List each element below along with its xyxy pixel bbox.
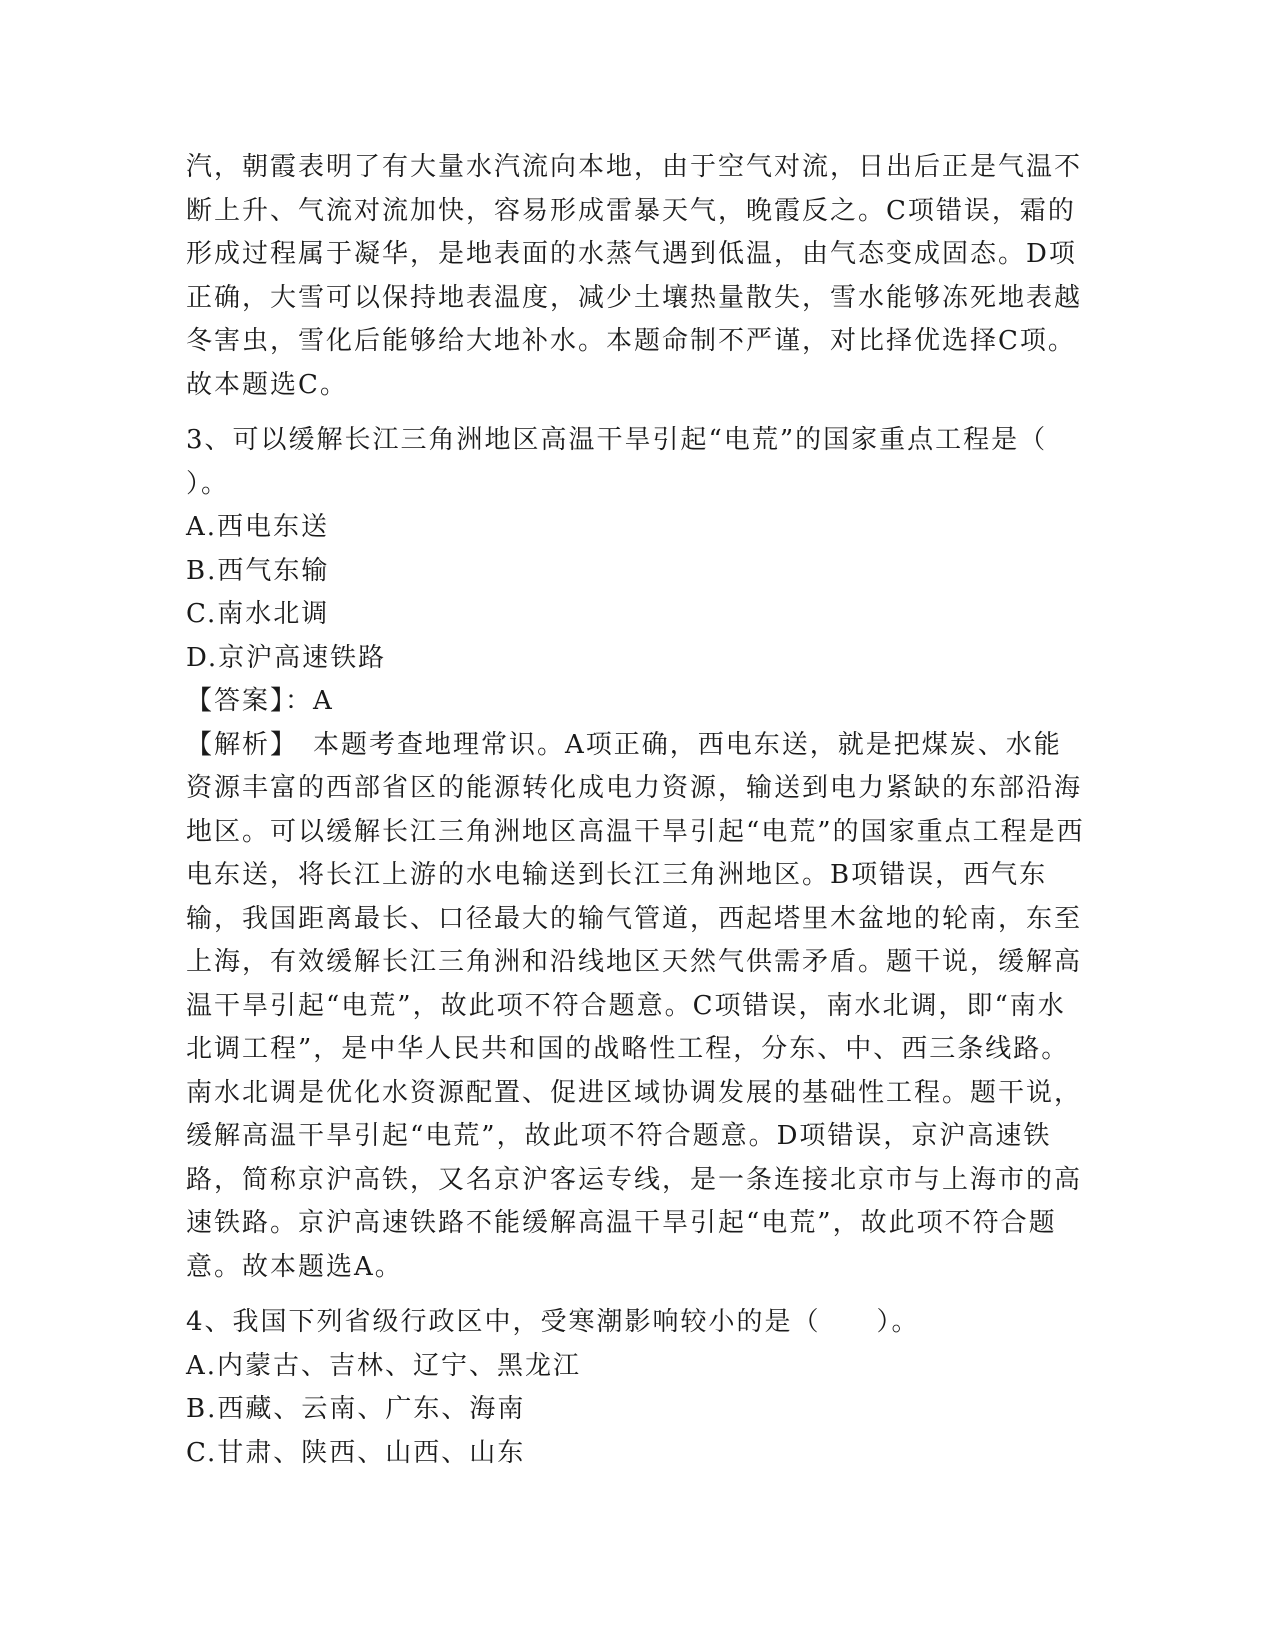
document-page bbox=[186, 146, 1104, 1475]
section-gap bbox=[186, 1289, 1086, 1301]
question-3-stem: 3、可以缓解长江三角洲地区高温干旱引起“电荒”的国家重点工程是（ ）。 bbox=[186, 425, 1104, 499]
question-4-option-a: A.内蒙古、吉林、辽宁、黑龙江 bbox=[186, 1350, 582, 1381]
question-3-answer: 【答案】：A bbox=[186, 686, 334, 716]
question-3-option-d: D.京沪高速铁路 bbox=[186, 642, 387, 673]
question-3-option-a: A.西电东送 bbox=[186, 512, 330, 542]
question-3 bbox=[186, 419, 1104, 1289]
question-4-option-c: C.甘肃、陕西、山西、山东 bbox=[186, 1437, 526, 1468]
section-gap bbox=[186, 407, 1086, 419]
question-3-option-b: B.西气东输 bbox=[186, 555, 330, 586]
question-4 bbox=[186, 1301, 1086, 1475]
previous-analysis-continuation: 汽，朝霞表明了有大量水汽流向本地，由于空气对流，日出后正是气温不断上升、气流对流加快，容易形成雷暴天气，晚霞反之。C项错误，霜的形成过程属于凝华，是地表面的水蒸气遇到低温，由气态变成固态。D项正确，大雪可以保持地表温度，减少土壤热量散失，雪水能够冻死地表越冬害虫，雪化后能够给大地补水。本题命制不严谨，对比择优选择C项。故本题选C。 bbox=[186, 152, 1083, 400]
question-3-option-c: C.南水北调 bbox=[186, 599, 330, 629]
question-4-option-b: B.西藏、云南、广东、海南 bbox=[186, 1394, 526, 1424]
question-3-analysis: 【解析】 本题考查地理常识。A项正确，西电东送，就是把煤炭、水能资源丰富的西部省区的能源转化成电力资源，输送到电力紧缺的东部沿海地区。可以缓解长江三角洲地区高温干旱引起“电荒”的国家重点工程是西电东送，将长江上游的水电输送到长江三角洲地区。B项错误，西气东输，我国距离最长、口径最大的输气管道，西起塔里木盆地的轮南，东至上海，有效缓解长江三角洲和沿线地区天然气供需矛盾。题干说，缓解高温干旱引起“电荒”，故此项不符合题意。C项错误，南水北调，即“南水北调工程”，是中华人民共和国的战略性工程，分东、中、西三条线路。南水北调是优化水资源配置、促进区域协调发展的基础性工程。题干说，缓解高温干旱引起“电荒”，故此项不符合题意。D项错误，京沪高速铁路，简称京沪高铁，又名京沪客运专线，是一条连接北京市与上海市的高速铁路。京沪高速铁路不能缓解高温干旱引起“电荒”，故此项不符合题意。故本题选A。 bbox=[186, 729, 1085, 1282]
question-4-stem: 4、我国下列省级行政区中，受寒潮影响较小的是（ ）。 bbox=[186, 1307, 920, 1337]
